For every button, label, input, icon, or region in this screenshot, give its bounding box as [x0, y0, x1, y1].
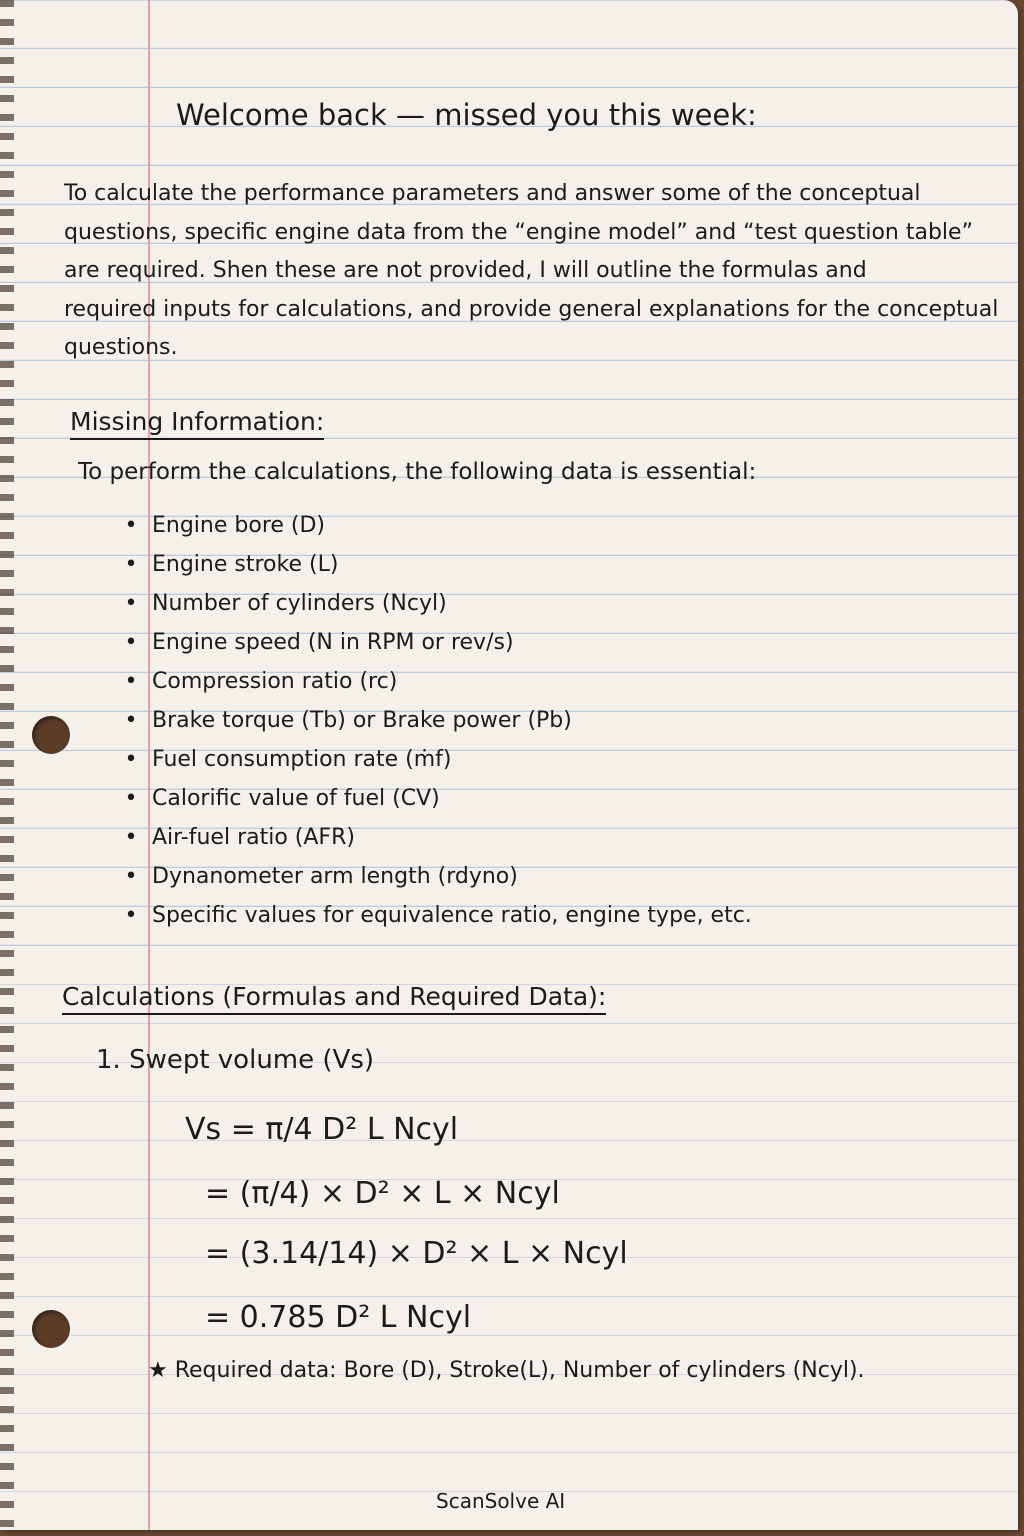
list-item	[110, 896, 752, 935]
page-title: Welcome back — missed you this week:	[176, 98, 757, 132]
intro-paragraph	[64, 175, 1004, 368]
list-item	[110, 584, 752, 623]
bullet-icon: •	[124, 903, 138, 928]
list-item	[110, 857, 752, 896]
bullet-icon: •	[124, 825, 138, 850]
list-item-text: Number of cylinders (Ncyl)	[152, 591, 447, 616]
paragraph-line: are required. Shen these are not provided, I will outline the formulas and	[64, 258, 867, 283]
missing-info-heading: Missing Information:	[70, 407, 324, 440]
list-item-text: Engine speed (N in RPM or rev/s)	[152, 630, 514, 655]
paragraph-line: To calculate the performance parameters and answer some of the conceptual	[64, 181, 921, 206]
formula-line: = 0.785 D² L Ncyl	[205, 1300, 472, 1335]
bullet-icon: •	[124, 630, 138, 655]
required-data-list	[110, 506, 752, 935]
list-item-text: Air-fuel ratio (AFR)	[152, 825, 355, 850]
punch-hole	[32, 716, 70, 754]
bullet-icon: •	[124, 786, 138, 811]
required-data-note: ★ Required data: Bore (D), Stroke(L), Number of cylinders (Ncyl).	[148, 1358, 865, 1383]
footer-brand: ScanSolve AI	[436, 1489, 566, 1513]
spiral-binding	[0, 0, 14, 1530]
missing-info-intro: To perform the calculations, the following data is essential:	[78, 459, 757, 485]
formula-line: = (π/4) × D² × L × Ncyl	[205, 1176, 560, 1211]
list-item	[110, 623, 752, 662]
list-item	[110, 818, 752, 857]
calculations-heading: Calculations (Formulas and Required Data):	[62, 982, 606, 1015]
list-item	[110, 662, 752, 701]
list-item-text: Engine stroke (L)	[152, 552, 339, 577]
list-item-text: Calorific value of fuel (CV)	[152, 786, 440, 811]
list-item	[110, 701, 752, 740]
paragraph-line: questions, specific engine data from the “engine model” and “test question table”	[64, 219, 973, 245]
list-item	[110, 506, 752, 545]
bullet-icon: •	[124, 552, 138, 577]
list-item-text: Specific values for equivalence ratio, engine type, etc.	[152, 903, 752, 928]
bullet-icon: •	[124, 669, 138, 694]
list-item-text: Compression ratio (rc)	[152, 669, 398, 694]
bullet-icon: •	[124, 864, 138, 889]
formula-line: = (3.14/14) × D² × L × Ncyl	[205, 1236, 628, 1271]
list-item-text: Engine bore (D)	[152, 513, 326, 538]
list-item	[110, 740, 752, 779]
bullet-icon: •	[124, 708, 138, 733]
formula-line: Vs = π/4 D² L Ncyl	[185, 1112, 459, 1147]
list-item-text: Brake torque (Tb) or Brake power (Pb)	[152, 708, 572, 733]
list-item-text: Fuel consumption rate (ṁf)	[152, 747, 452, 772]
list-item	[110, 779, 752, 818]
bullet-icon: •	[124, 513, 138, 538]
list-item-text: Dynanometer arm length (rdyno)	[152, 864, 518, 889]
paragraph-line: questions.	[64, 335, 178, 360]
punch-hole	[32, 1310, 70, 1348]
bullet-icon: •	[124, 747, 138, 772]
bullet-icon: •	[124, 591, 138, 616]
list-item	[110, 545, 752, 584]
step-swept-volume: 1. Swept volume (Vs)	[96, 1045, 375, 1075]
paragraph-line: required inputs for calculations, and provide general explanations for the conceptual	[64, 296, 999, 322]
